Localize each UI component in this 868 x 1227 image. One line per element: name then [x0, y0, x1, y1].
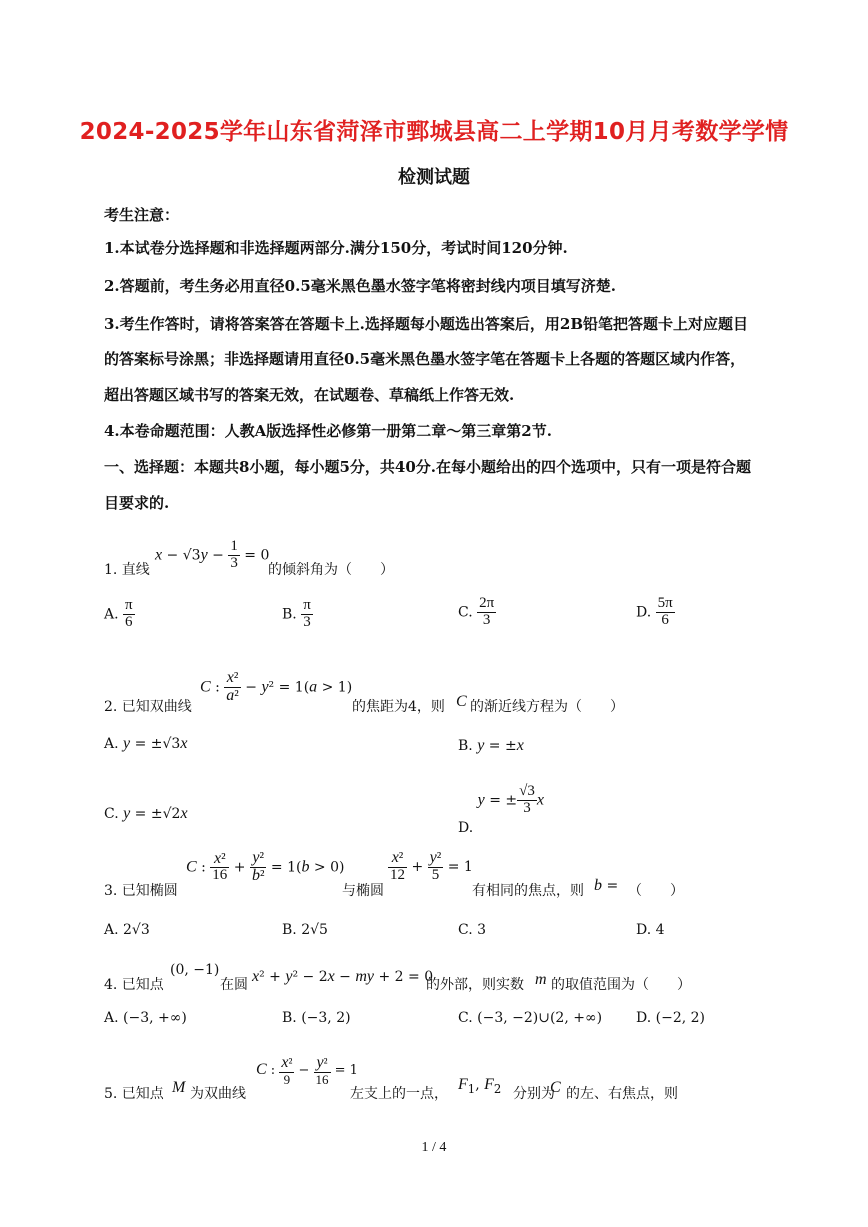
q1-option-b[interactable]: B. $\frac{\pi}{3}$ — [282, 597, 311, 630]
q4-option-c[interactable]: C. (−3, −2)∪(2, +∞) — [458, 1010, 603, 1026]
q2-stem-pre: 2. 已知双曲线 — [104, 699, 192, 715]
note-4: 4.本卷命题范围：人教A版选择性必修第一册第二章～第三章第2节. — [104, 422, 552, 440]
q4-stem-mid-2: 的外部，则实数 — [426, 977, 524, 993]
q4-stem-post: 的取值范围为（ ） — [551, 977, 691, 993]
q3-option-a[interactable]: A. 2√3 — [104, 922, 150, 938]
q5-stem-pre: 5. 已知点 — [104, 1086, 164, 1102]
q3-stem-post-1: 有相同的焦点，则 — [472, 883, 584, 899]
q4-option-d[interactable]: D. (−2, 2) — [636, 1010, 706, 1026]
q3-equation-1: C : $\frac{\text{x²}}{16}$ + $\frac{\text{y²}}{\text{b²}}$ = 1(b > 0) — [186, 849, 345, 884]
q4-circle-equation: x² + y² − 2x − my + 2 = 0 — [252, 968, 434, 985]
q2-option-c[interactable]: C. y = ±√2x — [104, 805, 188, 822]
q3-equation-2: $\frac{\text{x²}}{12}$ + $\frac{\text{y²}}{5}$ = 1 — [390, 849, 473, 883]
q4-option-a[interactable]: A. (−3, +∞) — [104, 1010, 187, 1026]
q2-option-d[interactable]: D. y = ± $\frac{√3}{3}$ x — [458, 783, 544, 837]
notes-heading: 考生注意： — [104, 206, 180, 224]
q4-stem-pre: 4. 已知点 — [104, 977, 164, 993]
q2-stem-post: 的渐近线方程为（ ） — [470, 699, 624, 715]
q5-stem-post: 的左、右焦点，则 — [566, 1086, 678, 1102]
q1-equation: x − √3y − $\frac{1}{3}$ = 0 — [155, 538, 270, 571]
q2-curve-symbol: C — [456, 693, 467, 710]
q4-option-b[interactable]: B. (−3, 2) — [282, 1010, 351, 1026]
note-3a: 3.考生作答时，请将答案答在答题卡上.选择题每小题选出答案后，用2B铅笔把答题卡上对应题目 — [104, 315, 749, 333]
q2-stem-mid: 的焦距为4，则 — [352, 699, 445, 715]
q5-stem-mid-2: 左支上的一点， — [350, 1086, 448, 1102]
q1-stem-pre: 1. 直线 — [104, 562, 150, 578]
q3-option-b[interactable]: B. 2√5 — [282, 922, 328, 938]
q5-hyperbola-equation: C : $\frac{\text{x²}}{9}$ − $\frac{\text{y²}}{16}$ = 1 — [256, 1054, 358, 1087]
q5-stem-mid-3: 分别为 — [513, 1086, 555, 1102]
q3-stem-post-2: （ ） — [628, 883, 684, 899]
note-1: 1.本试卷分选择题和非选择题两部分.满分150分，考试时间120分钟. — [104, 239, 568, 257]
q1-option-d[interactable]: D. $\frac{5\pi}{6}$ — [636, 595, 673, 628]
page-number: 1 / 4 — [421, 1140, 447, 1155]
q3-unknown-b: b = — [594, 877, 619, 894]
q5-foci: $F_1$, $F_2$ — [458, 1076, 502, 1096]
section-heading-2: 目要求的. — [104, 494, 170, 512]
q4-point: (0, −1) — [170, 962, 220, 978]
q3-stem-mid: 与椭圆 — [342, 883, 384, 899]
section-heading-1: 一、选择题：本题共8小题，每小题5分，共40分.在每小题给出的四个选项中，只有一项是符合题 — [104, 458, 751, 476]
note-3c: 超出答题区域书写的答案无效，在试题卷、草稿纸上作答无效. — [104, 386, 515, 404]
document-title: 2024-2025学年山东省菏泽市鄄城县高二上学期10月月考数学学情 — [79, 119, 789, 145]
q3-option-c[interactable]: C. 3 — [458, 922, 487, 938]
q1-stem-post: 的倾斜角为（ ） — [268, 562, 394, 578]
q2-equation: C : $\frac{\text{x²}}{\text{a²}}$ − y² = 1(a > 1) — [200, 669, 353, 704]
q1-option-c[interactable]: C. $\frac{2\pi}{3}$ — [458, 595, 495, 628]
q5-stem-mid: 为双曲线 — [190, 1086, 246, 1102]
q5-point-m: M — [172, 1079, 186, 1096]
q5-curve-symbol: C — [550, 1079, 561, 1096]
note-3b: 的答案标号涂黑；非选择题请用直径0.5毫米黑色墨水签字笔在答题卡上各题的答题区域内作答， — [104, 350, 746, 368]
note-2: 2.答题前，考生务必用直径0.5毫米黑色墨水签字笔将密封线内项目填写济楚. — [104, 277, 616, 295]
q2-option-a[interactable]: A. y = ±√3x — [104, 735, 188, 752]
q3-stem-pre: 3. 已知椭圆 — [104, 883, 178, 899]
q1-option-a[interactable]: A. $\frac{\pi}{6}$ — [104, 597, 133, 630]
q3-option-d[interactable]: D. 4 — [636, 922, 665, 938]
q4-stem-mid: 在圆 — [220, 977, 248, 993]
q4-variable-m: m — [535, 971, 547, 988]
q2-option-b[interactable]: B. y = ±x — [458, 737, 524, 754]
document-subtitle: 检测试题 — [398, 167, 470, 188]
